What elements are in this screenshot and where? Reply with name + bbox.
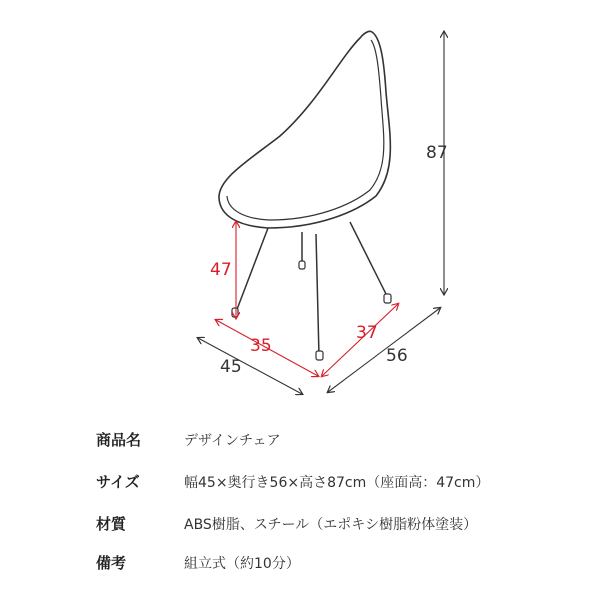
front-left-leg [236,228,268,312]
spec-value: 組立式（約10分） [184,556,300,572]
chair-seat-shell [219,31,390,228]
spec-row-material [0,513,600,537]
depth-label: 56 [386,346,408,366]
spec-label: サイズ [96,473,140,491]
seat-width-label: 35 [250,336,272,356]
spec-value: デザインチェア [184,433,281,449]
spec-row-notes [0,552,600,576]
spec-value: ABS樹脂、スチール（エポキシ樹脂粉体塗装） [184,517,478,533]
depth-dimension-line [328,308,440,392]
width-label: 45 [220,357,242,377]
seat-outer [219,31,390,228]
height-label: 87 [426,143,448,163]
seat-depth-label: 37 [356,323,378,343]
spec-label: 備考 [96,554,127,572]
spec-label: 商品名 [96,431,142,449]
seat-dimension-lines [216,222,398,376]
spec-value: 幅45×奥行き56×高さ87cm（座面高：47cm） [184,475,490,491]
back-right-leg [350,222,388,298]
seat-height-label: 47 [210,260,232,280]
spec-row-size [0,471,600,495]
spec-label: 材質 [96,515,127,533]
front-right-leg [316,234,319,356]
spec-row-product-name [0,429,600,453]
